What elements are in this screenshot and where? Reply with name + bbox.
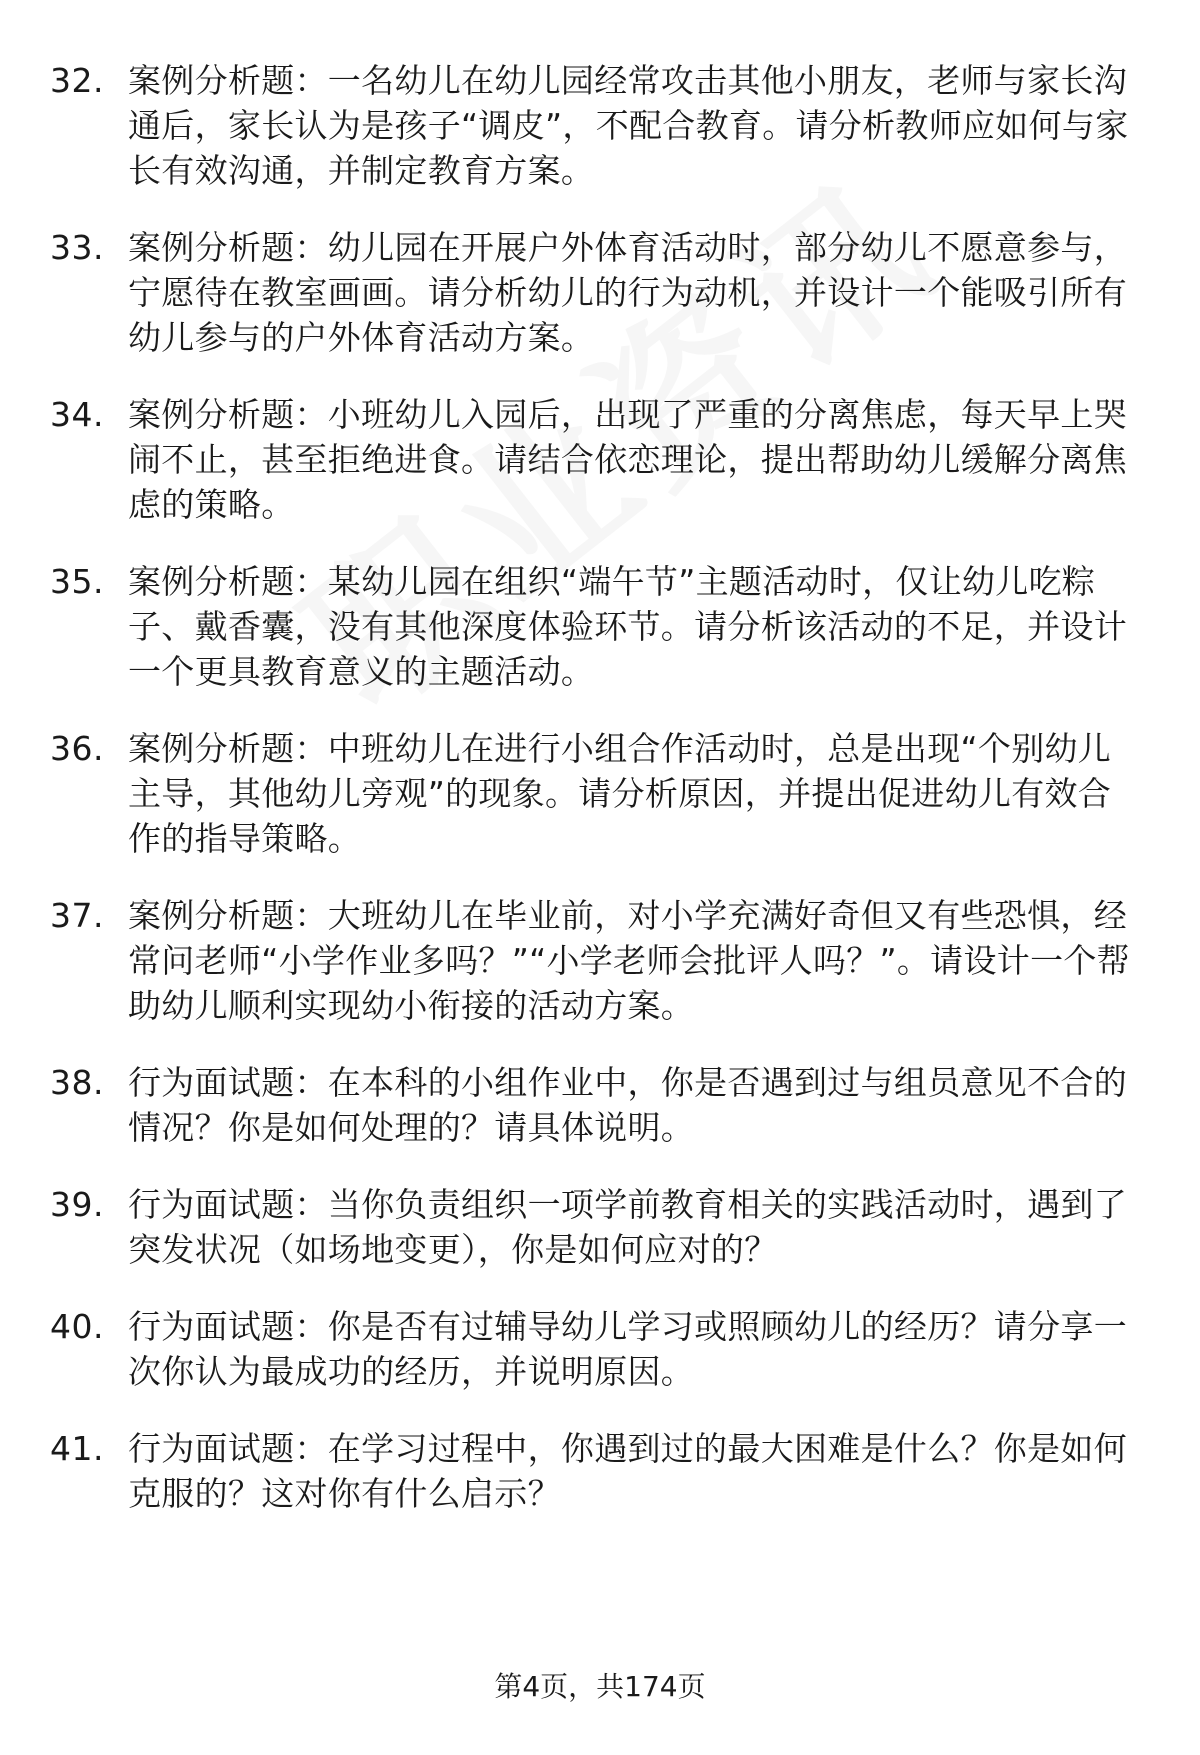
question-text: 案例分析题：大班幼儿在毕业前，对小学充满好奇但又有些恐惧，经常问老师“小学作业多吗？”“小学老师会批评人吗？”。请设计一个帮助幼儿顺利实现幼小衔接的活动方案。 [128,896,1130,1025]
question-number: 40. [50,1307,104,1346]
question-number: 37. [50,896,104,935]
question-number: 35. [50,562,104,601]
question-number: 39. [50,1185,104,1224]
question-text: 案例分析题：某幼儿园在组织“端午节”主题活动时，仅让幼儿吃粽子、戴香囊，没有其他深度体验环节。请分析该活动的不足，并设计一个更具教育意义的主题活动。 [128,562,1127,691]
question-item [50,58,1140,193]
question-list [50,58,1140,1548]
question-text: 案例分析题：一名幼儿在幼儿园经常攻击其他小朋友，老师与家长沟通后，家长认为是孩子“调皮”，不配合教育。请分析教师应如何与家长有效沟通，并制定教育方案。 [128,61,1129,190]
question-text: 案例分析题：小班幼儿入园后，出现了严重的分离焦虑，每天早上哭闹不止，甚至拒绝进食。请结合依恋理论，提出帮助幼儿缓解分离焦虑的策略。 [128,395,1127,524]
question-text: 案例分析题：幼儿园在开展户外体育活动时，部分幼儿不愿意参与，宁愿待在教室画画。请分析幼儿的行为动机，并设计一个能吸引所有幼儿参与的户外体育活动方案。 [128,228,1127,357]
question-item [50,726,1140,861]
question-text: 案例分析题：中班幼儿在进行小组合作活动时，总是出现“个别幼儿主导，其他幼儿旁观”的现象。请分析原因，并提出促进幼儿有效合作的指导策略。 [128,729,1112,858]
question-number: 34. [50,395,104,434]
question-text: 行为面试题：你是否有过辅导幼儿学习或照顾幼儿的经历？请分享一次你认为最成功的经历，并说明原因。 [128,1307,1127,1391]
question-item [50,1182,1140,1272]
question-number: 33. [50,228,104,267]
question-item [50,1060,1140,1150]
question-item [50,392,1140,527]
question-number: 32. [50,61,104,100]
page-footer: 第4页，共174页 [494,1670,706,1703]
question-item [50,559,1140,694]
question-item [50,225,1140,360]
question-number: 36. [50,729,104,768]
question-text: 行为面试题：当你负责组织一项学前教育相关的实践活动时，遇到了突发状况（如场地变更），你是如何应对的？ [128,1185,1127,1269]
question-item [50,1426,1140,1516]
question-text: 行为面试题：在学习过程中，你遇到过的最大困难是什么？你是如何克服的？这对你有什么启示？ [128,1429,1127,1513]
question-item [50,893,1140,1028]
question-number: 38. [50,1063,104,1102]
question-item [50,1304,1140,1394]
question-number: 41. [50,1429,104,1468]
question-text: 行为面试题：在本科的小组作业中，你是否遇到过与组员意见不合的情况？你是如何处理的？请具体说明。 [128,1063,1127,1147]
